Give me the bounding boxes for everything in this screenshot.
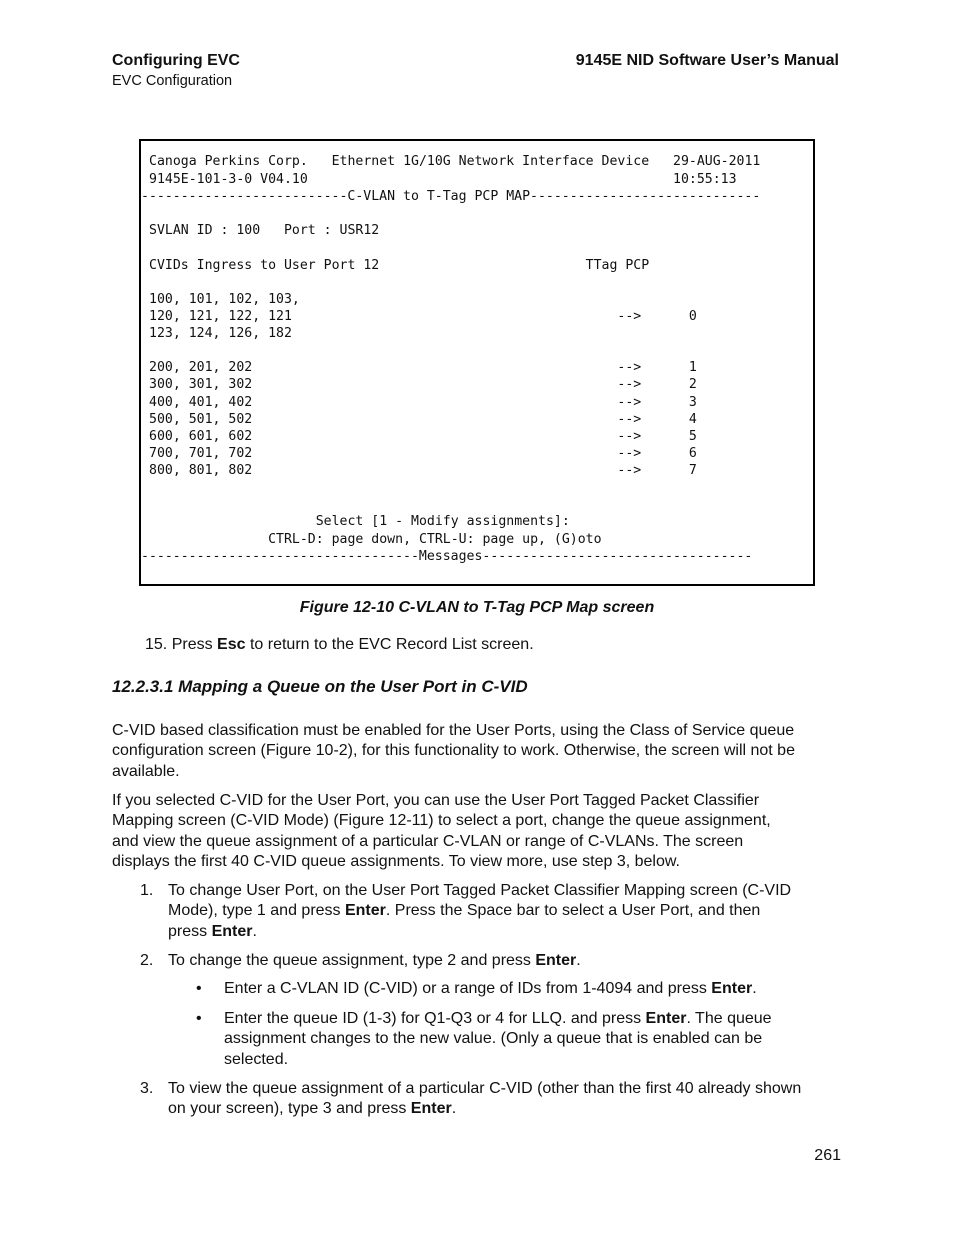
bullet-line: assignment changes to the new value. (Only a queue that is enabled can be: [224, 1030, 763, 1048]
paragraph-line: configuration screen (Figure 10-2), for this functionality to work. Otherwise, the screen will not be: [112, 742, 795, 760]
step-number: 3.: [140, 1080, 154, 1097]
bullet: •: [196, 980, 202, 997]
terminal-line: 100, 101, 102, 103,: [149, 292, 300, 307]
key-name: Enter: [410, 1100, 452, 1118]
terminal-line: 300, 301, 302 --> 2: [149, 377, 697, 392]
step-line: on your screen), type 3 and press Enter.: [168, 1100, 457, 1118]
chapter-title: Configuring EVC: [112, 52, 240, 69]
terminal-line: SVLAN ID : 100 Port : USR12: [149, 223, 380, 238]
key-name: Enter: [645, 1010, 687, 1027]
terminal-line: 123, 124, 126, 182: [149, 326, 292, 341]
step-line: Mode), type 1 and press Enter. Press the Space bar to select a User Port, and then: [168, 902, 761, 920]
terminal-line: 800, 801, 802 --> 7: [149, 463, 697, 478]
paragraph-line: available.: [112, 762, 180, 780]
terminal-line: 200, 201, 202 --> 1: [149, 360, 697, 375]
key-name: Enter: [711, 980, 753, 997]
terminal-line: Canoga Perkins Corp. Ethernet 1G/10G Network Interface Device 29-AUG-2011: [149, 154, 761, 169]
step-number: 1.: [140, 882, 154, 899]
bullet-item: Enter a C-VLAN ID (C-VID) or a range of IDs from 1-4094 and press Enter.: [224, 980, 757, 997]
key-name: Enter: [535, 952, 577, 969]
terminal-line: 400, 401, 402 --> 3: [149, 395, 697, 410]
bullet-line: Enter the queue ID (1-3) for Q1-Q3 or 4 for LLQ. and press Enter. The queue: [224, 1010, 772, 1027]
key-name: Esc: [217, 636, 246, 653]
step-1: [168, 881, 843, 942]
terminal-hint: CTRL-D: page down, CTRL-U: page up, (G)oto: [149, 532, 602, 547]
paragraph: [112, 791, 842, 872]
paragraph-line: displays the first 40 C-VID queue assignments. To view more, use step 3, below.: [112, 852, 680, 870]
terminal-prompt: Select [1 - Modify assignments]:: [149, 514, 570, 529]
section-subtitle: EVC Configuration: [112, 73, 233, 89]
paragraph: [112, 721, 842, 782]
terminal-line: 600, 601, 602 --> 5: [149, 429, 697, 444]
step-15: [145, 635, 534, 655]
terminal-line: 120, 121, 122, 121 --> 0: [149, 309, 697, 324]
step-3: [168, 1079, 843, 1120]
terminal-line: 500, 501, 502 --> 4: [149, 412, 697, 427]
step-text: Press: [171, 636, 218, 653]
terminal-divider: -----------------------------------Messages----------------------------------: [141, 549, 753, 564]
terminal-divider: --------------------------C-VLAN to T-Tag PCP MAP-----------------------------: [141, 189, 761, 204]
step-number: 2.: [140, 952, 154, 969]
paragraph-line: Mapping screen (C-VID Mode) (Figure 12-11) to select a port, change the queue assignment,: [112, 812, 771, 830]
terminal-line: 700, 701, 702 --> 6: [149, 446, 697, 461]
step-2: To change the queue assignment, type 2 and press Enter.: [168, 952, 581, 969]
manual-title: 9145E NID Software User’s Manual: [575, 52, 839, 69]
bullet-item: [224, 1009, 824, 1070]
page-number: 261: [814, 1147, 841, 1164]
paragraph-line: and view the queue assignment of a particular C-VLAN or range of C-VLANs. The screen: [112, 832, 744, 850]
figure-caption: Figure 12-10 C-VLAN to T-Tag PCP Map screen: [299, 599, 655, 616]
step-number: 15.: [145, 636, 168, 653]
section-heading: 12.2.3.1 Mapping a Queue on the User Port in C-VID: [112, 677, 528, 696]
terminal-screen: [139, 139, 815, 586]
bullet: •: [196, 1010, 202, 1027]
step-line: To view the queue assignment of a particular C-VID (other than the first 40 already shown: [168, 1080, 802, 1097]
paragraph-line: C-VID based classification must be enabled for the User Ports, using the Class of Service queue: [112, 722, 795, 739]
step-text: to return to the EVC Record List screen.: [245, 636, 534, 653]
paragraph-line: If you selected C-VID for the User Port, you can use the User Port Tagged Packet Classifier: [112, 792, 760, 809]
terminal-line: 9145E-101-3-0 V04.10 10:55:13: [149, 172, 737, 187]
terminal-line: CVIDs Ingress to User Port 12 TTag PCP: [149, 258, 650, 273]
step-line: To change User Port, on the User Port Tagged Packet Classifier Mapping screen (C-VID: [168, 882, 792, 899]
key-name: Enter: [211, 922, 253, 940]
key-name: Enter: [344, 902, 386, 920]
bullet-line: selected.: [224, 1050, 289, 1068]
step-line: press Enter.: [168, 922, 257, 940]
